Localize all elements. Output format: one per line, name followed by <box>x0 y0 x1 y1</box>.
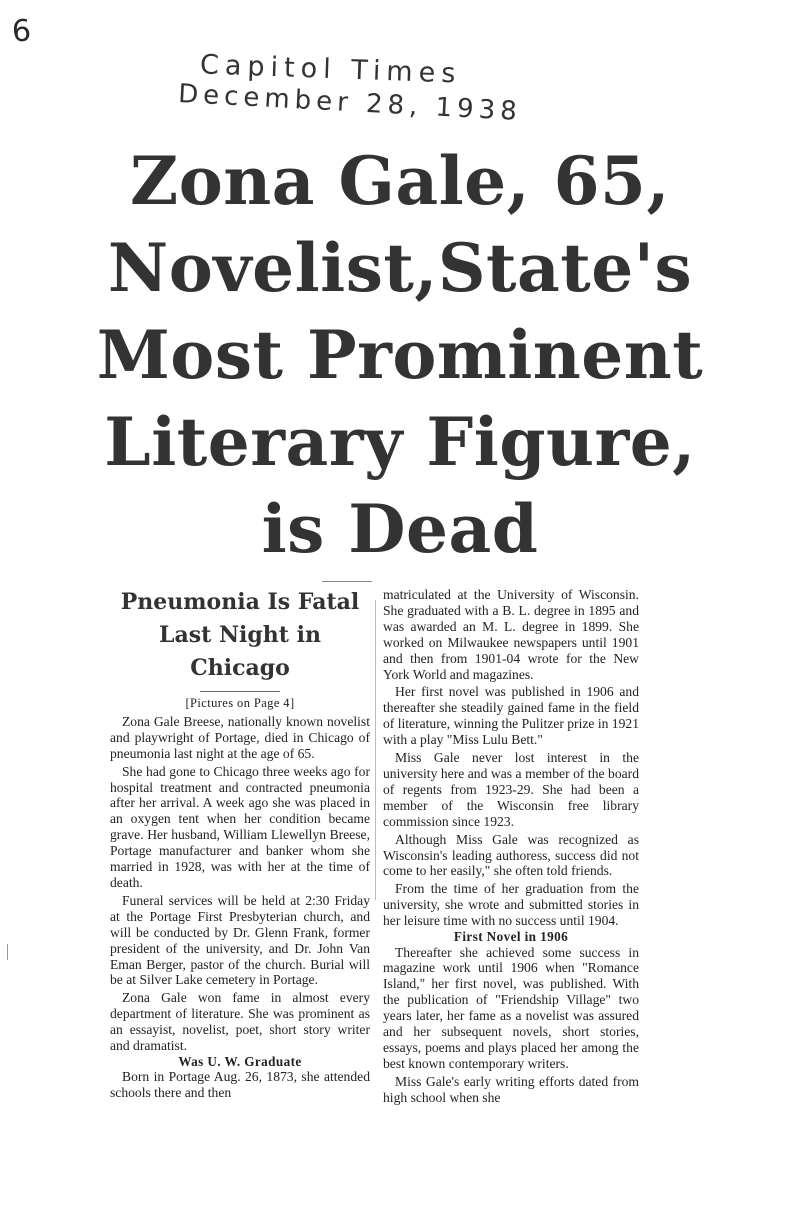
headline-line: Most Prominent <box>96 316 704 394</box>
section-subhead: First Novel in 1906 <box>453 929 569 945</box>
article-paragraph: Her first novel was published in 1906 and thereafter she steadily gained fame in the field of literature, winning the Pulitzer prize in 1921 with a play "Miss Lulu Bett." <box>383 684 639 748</box>
top-rule <box>322 581 372 582</box>
article-paragraph: Miss Gale's early writing efforts dated from high school when she <box>383 1073 639 1105</box>
article-paragraph: Miss Gale never lost interest in the university here and was a member of the board of regents from 1923-29. She had been a member of the Wisconsin free library commission since 1923. <box>383 750 639 829</box>
headline-line: Literary Figure, <box>104 403 696 481</box>
headline-line: is Dead <box>261 490 539 568</box>
article-paragraph: Funeral services will be held at 2:30 Friday at the Portage First Presbyterian church, and will be conducted by Dr. Glenn Frank, former president of the university, and Dr. John Van Eman Berger, pastor of the church. Burial will be at Silver Lake cemetery in Portage. <box>110 892 370 988</box>
column-divider <box>375 600 376 900</box>
article-paragraph: Zona Gale Breese, nationally known novelist and playwright of Portage, died in Chicago of pneumonia last night at the age of 65. <box>110 713 370 761</box>
deck-line: Pneumonia Is Fatal <box>120 589 360 615</box>
deck-rule <box>200 691 280 692</box>
article-paragraph: From the time of her graduation from the university, she wrote and submitted stories in her leisure time with no success until 1904. <box>383 881 639 929</box>
handwritten-publication: Capitol Times <box>199 49 462 90</box>
pictures-note: [Pictures on Page 4] <box>185 696 295 710</box>
deck-line: Chicago <box>190 655 290 681</box>
deck-line: Last Night in <box>159 622 321 648</box>
article-paragraph: Zona Gale won fame in almost every department of literature. She was prominent as an essayist, novelist, poet, short story writer and dramatist. <box>110 990 370 1054</box>
section-subhead: Was U. W. Graduate <box>178 1053 302 1069</box>
article-paragraph: Born in Portage Aug. 26, 1873, she attended schools there and then <box>110 1069 370 1101</box>
article-paragraph: matriculated at the University of Wisconsin. She graduated with a B. L. degree in 1895 and was awarded an M. L. degree in 1899. She worked on Milwaukee newspapers until 1901 and then from 1901-04 wrote for the New York World and magazines. <box>383 587 639 682</box>
right-column <box>383 587 639 1108</box>
deck-headline <box>110 586 370 685</box>
left-column <box>110 586 370 1103</box>
margin-tick <box>7 944 8 960</box>
headline-line: Novelist,State's <box>107 229 693 307</box>
headline-line: Zona Gale, 65, <box>130 142 670 220</box>
page-number: 6 <box>10 13 33 50</box>
article-paragraph: Although Miss Gale was recognized as Wisconsin's leading authoress, success did not come to her easily," she often told friends. <box>383 831 639 879</box>
article-paragraph: She had gone to Chicago three weeks ago for hospital treatment and contracted pneumonia after her arrival. A week ago she was placed in an oxygen tent when her condition became grave. Her husband, William Llewellyn Breese, Portage manufacturer and banker whom she married in 1928, was with her at the time of death. <box>110 763 370 890</box>
headline <box>80 138 720 573</box>
handwritten-date: December 28, 1938 <box>177 79 523 127</box>
article-paragraph: Thereafter she achieved some success in magazine work until 1906 when "Romance Island," her first novel, was published. With the publication of "Friendship Village" two years later, her fame as a novelist was assured and her subsequent novels, short stories, essays, poems and plays placed her among the best known contemporary writers. <box>383 944 639 1071</box>
